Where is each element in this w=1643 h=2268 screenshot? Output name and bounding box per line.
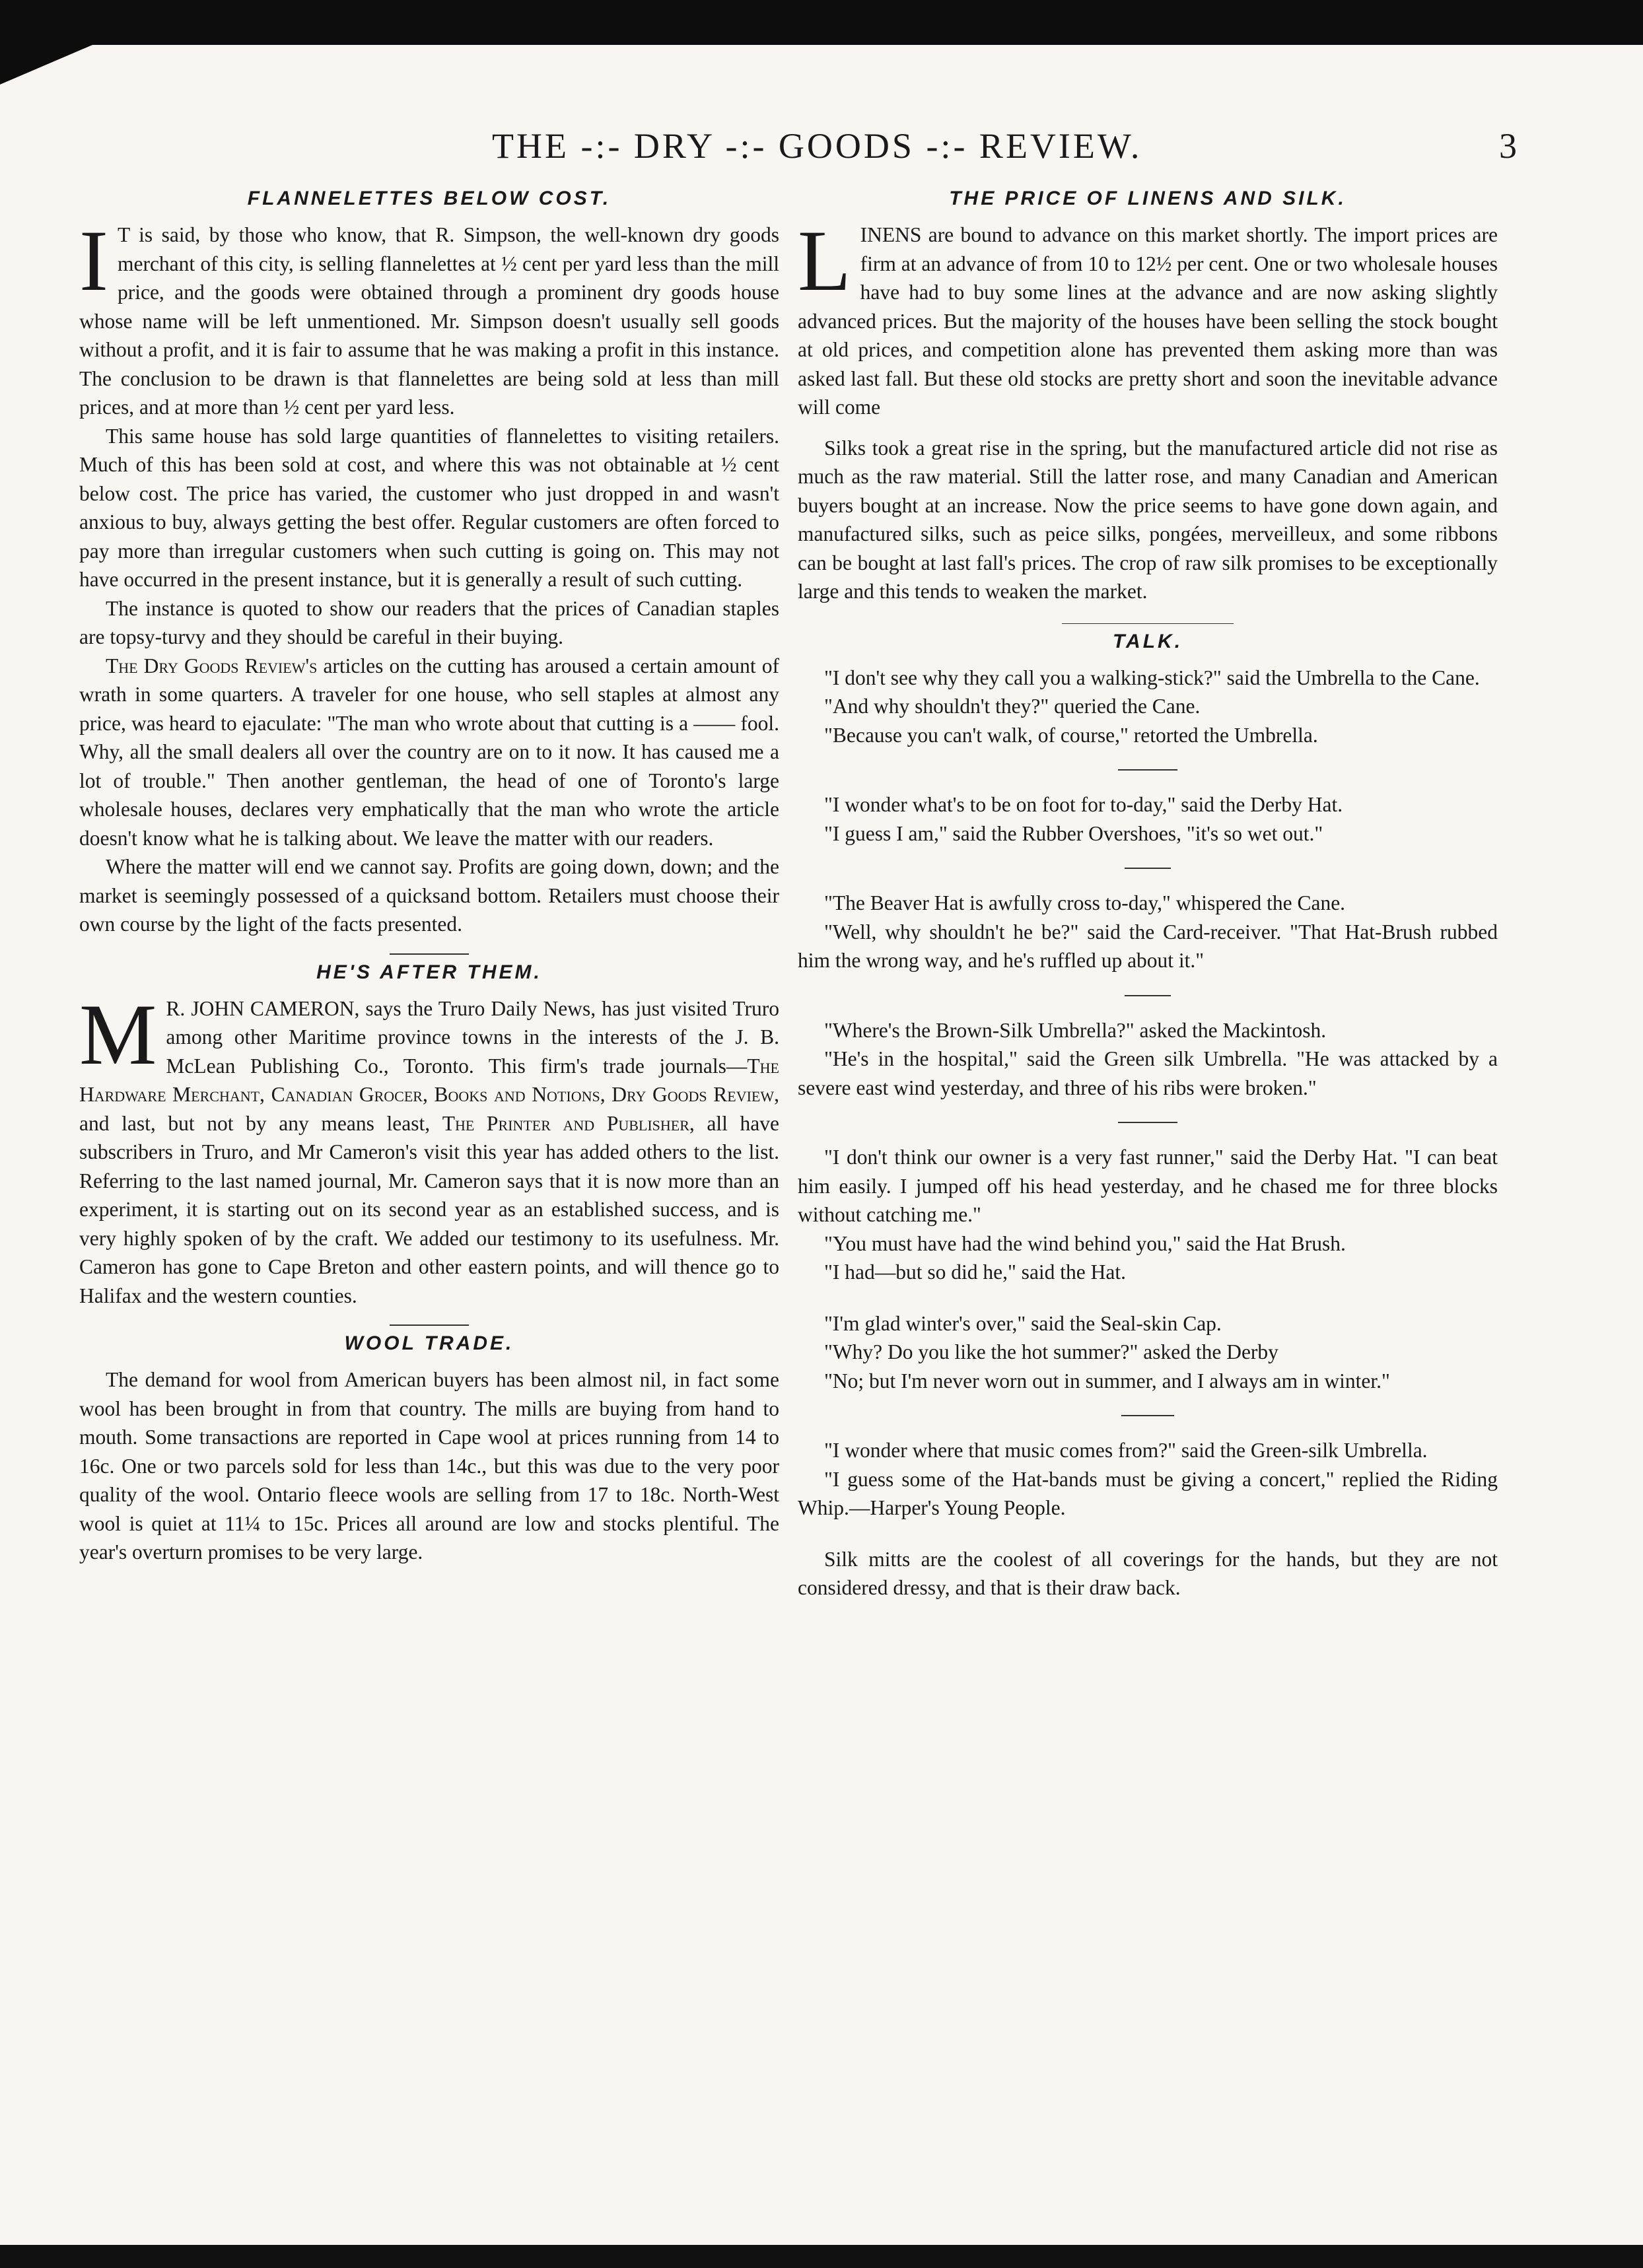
spacer (798, 1287, 1498, 1309)
paragraph-text: R. JOHN CAMERON, says the Truro Daily News, has just visited Truro among other Maritime province towns in the interests of the J. B. McLean Publishing Co., Toronto. This firm's trade journals— (166, 996, 779, 1078)
right-column (798, 186, 1498, 1602)
dialogue-line: "The Beaver Hat is awfully cross to-day," whispered the Cane. (824, 891, 1346, 914)
drop-cap: I (79, 212, 108, 309)
paragraph-text: articles on the cutting has aroused a certain amount of wrath in some quarters. A traveler for one house, who sell staples at almost any price, was heard to ejaculate: "The man who wrote about that cutting is a —— fool. Why, all the small dealers all over the country are on to it now. It has caused me a lot of trouble." Then another gentleman, the head of one of Toronto's large wholesale houses, declares very emphatically that the man who wrote the article doesn't know what he is talking about. We leave the matter with our readers. (79, 654, 779, 850)
article-paragraph (79, 652, 779, 853)
article-paragraph: The demand for wool from American buyers has been almost nil, in fact some wool has been brought in from that country. The mills are buying from hand to mouth. Some transactions are reported in Cape wool at prices running from 14 to 16c. One or two parcels sold for less than 14c., but this was due to the very poor quality of the wool. Ontario fleece wools are selling from 17 to 18c. North-West wool is quiet at 11¼ to 15c. Prices all around are low and stocks plentiful. The year's overturn promises to be very large. (79, 1368, 779, 1564)
dialogue-line: "I had—but so did he," said the Hat. (824, 1260, 1127, 1284)
dialogue-line: "I don't think our owner is a very fast runner," said the Derby Hat. "I can beat him easily. I jumped off his head yesterday, and he chased me for three blocks without catching me." (798, 1146, 1498, 1226)
left-column (79, 186, 779, 1567)
article-paragraph (79, 212, 779, 422)
article-paragraph: Where the matter will end we cannot say. Profits are going down, down; and the market is seemingly possessed of a quicksand bottom. Retailers must choose their own course by the light of the facts presented. (79, 855, 779, 936)
dialogue-line: "Where's the Brown-Silk Umbrella?" asked the Mackintosh. (824, 1018, 1327, 1042)
dialogue-line: "I'm glad winter's over," said the Seal-skin Cap. (824, 1311, 1222, 1335)
section-divider (390, 953, 469, 955)
journal-name: The Dry Goods Review's (106, 654, 318, 677)
scan-border-corner (0, 45, 92, 85)
running-header (0, 125, 1643, 172)
spacer (798, 1523, 1498, 1545)
article-heading-flannelettes: FLANNELETTES BELOW COST. (247, 188, 612, 209)
article-heading-wool-trade: WOOL TRADE. (344, 1332, 514, 1354)
dialogue-line: "You must have had the wind behind you," said the Hat Brush. (824, 1231, 1346, 1255)
article-heading-talk: TALK. (1112, 630, 1183, 652)
scan-border-top (0, 0, 1643, 45)
section-divider (1118, 1122, 1177, 1123)
article-paragraph: The instance is quoted to show our readers that the prices of Canadian staples are topsy-turvy and they should be careful in their buying. (79, 596, 779, 648)
paragraph-text: all have subscribers in Truro, and Mr Cameron's visit this year has added others to the list. Referring to the last named journal, Mr. Cameron says that it is now more than an experiment, it is starting out on its second year as an established success, and is very highly spoken of by the craft. We added our testimony to its usefulness. Mr. Cameron has gone to Cape Breton and other eastern points, and will thence go to Halifax and the western counties. (79, 1111, 779, 1307)
dialogue-line: "I don't see why they call you a walking-stick?" said the Umbrella to the Cane. (824, 666, 1480, 689)
page-number: 3 (1499, 126, 1517, 166)
article-paragraph: Silks took a great rise in the spring, but the manufactured article did not rise as much as the raw material. Still the latter rose, and many Canadian and American buyers bought at an increase. Now the price seems to have gone down again, and manufactured silks, such as peice silks, pongées, merveilleux, and some ribbons can be bought at last fall's prices. The crop of raw silk promises to be exceptionally large and this tends to weaken the market. (798, 436, 1498, 603)
article-paragraph (798, 212, 1498, 422)
journal-names: The Hardware Merchant, Canadian Grocer, Books and Notions, Dry Goods Review, (79, 1054, 779, 1106)
dialogue-line: "And why shouldn't they?" queried the Cane. (824, 695, 1201, 718)
section-divider (1125, 995, 1171, 996)
article-paragraph (79, 985, 779, 1311)
section-divider (1125, 868, 1171, 869)
dialogue-line: "I wonder where that music comes from?" said the Green-silk Umbrella. (824, 1439, 1428, 1462)
section-divider (1062, 623, 1234, 624)
dialogue-line: "I guess some of the Hat-bands must be giving a concert," replied the Riding Whip.—Harper's Young People. (798, 1467, 1498, 1519)
spacer (798, 422, 1498, 434)
article-heading-hes-after-them: HE'S AFTER THEM. (316, 961, 542, 983)
scan-border-bottom (0, 2245, 1643, 2268)
section-divider (1121, 1415, 1174, 1416)
article-heading-linens-silk: THE PRICE OF LINENS AND SILK. (949, 188, 1346, 209)
paragraph-text: and last, but not by any means least, (79, 1111, 442, 1135)
section-divider (1118, 769, 1177, 771)
dialogue-line: "Why? Do you like the hot summer?" asked the Derby (824, 1340, 1278, 1363)
section-divider (390, 1324, 469, 1326)
paragraph-text: T is said, by those who know, that R. Simpson, the well-known dry goods merchant of this city, is selling flannelettes at ½ cent per yard less than the mill price, and the goods were obtained through a prominent dry goods house whose name will be left unmentioned. Mr. Simpson doesn't usually sell goods without a profit, and it is fair to assume that he was making a profit in this instance. The conclusion to be drawn is that flannelettes are being sold at less than mill prices, and at more than ½ cent per yard less. (79, 223, 779, 419)
publication-title: THE -:- DRY -:- GOODS -:- REVIEW. (492, 126, 1142, 166)
drop-cap: L (798, 212, 851, 309)
drop-cap: M (79, 985, 157, 1083)
dialogue-line: "He's in the hospital," said the Green silk Umbrella. "He was attacked by a severe east wind yesterday, and three of his ribs were broken." (798, 1047, 1498, 1099)
dialogue-line: "I guess I am," said the Rubber Overshoes, "it's so wet out." (824, 821, 1323, 845)
paragraph-text: INENS are bound to advance on this market shortly. The import prices are firm at an advance of from 10 to 12½ per cent. One or two wholesale houses have had to buy some lines at the advance and are now asking slightly advanced prices. But the majority of the houses have been selling the stock bought at old prices, and competition alone has prevented them asking more than was asked last fall. But these old stocks are pretty short and soon the inevitable advance will come (798, 223, 1498, 419)
journal-name: The Printer and Publisher, (442, 1111, 695, 1135)
closing-paragraph: Silk mitts are the coolest of all coverings for the hands, but they are not considered dressy, and that is their draw back. (798, 1547, 1498, 1599)
dialogue-line: "Well, why shouldn't he be?" said the Card-receiver. "That Hat-Brush rubbed him the wrong way, and he's ruffled up about it." (798, 920, 1498, 972)
dialogue-line: "Because you can't walk, of course," retorted the Umbrella. (824, 723, 1318, 747)
dialogue-line: "No; but I'm never worn out in summer, and I always am in winter." (824, 1369, 1390, 1392)
dialogue-line: "I wonder what's to be on foot for to-day," said the Derby Hat. (824, 793, 1343, 816)
article-paragraph: This same house has sold large quantities of flannelettes to visiting retailers. Much of this has been sold at cost, and where this was not obtainable at ½ cent below cost. The price has varied, the customer who just dropped in and wasn't anxious to buy, always getting the best offer. Regular customers are often forced to pay more than irregular customers when such cutting is going on. This may not have occurred in the present instance, but it is generally a result of such cutting. (79, 424, 779, 591)
